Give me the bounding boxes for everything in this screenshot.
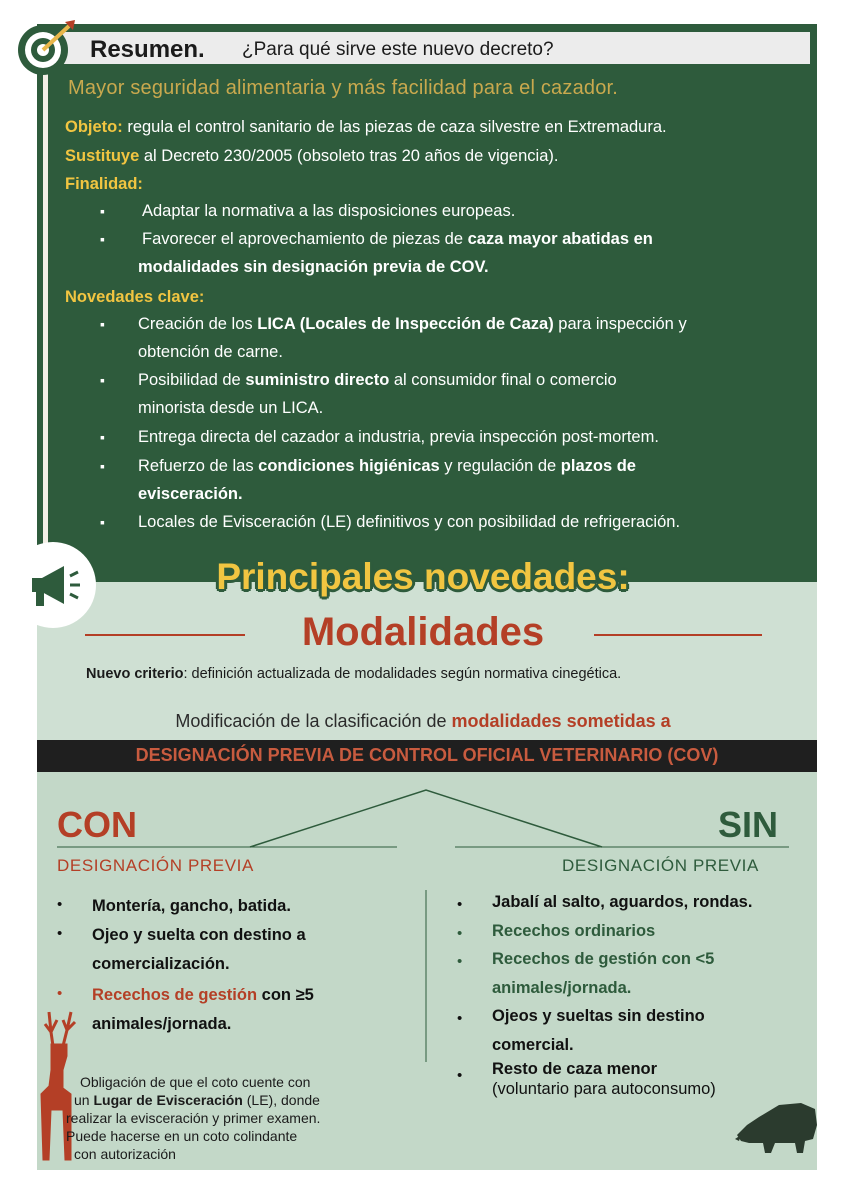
bullet: ▪ <box>100 231 105 247</box>
modification-line: Modificación de la clasificación de modalidades sometidas a <box>175 711 671 731</box>
novedad-item-3: Entrega directa del cazador a industria, previa inspección post-mortem. <box>138 428 659 446</box>
section-subtitle: Modalidades <box>301 610 545 654</box>
section-title: Principales novedades: <box>216 556 630 597</box>
bullet: ▪ <box>100 203 105 219</box>
nuevo-criterio: Nuevo criterio: definición actualizada de modalidades según normativa cinegética. <box>86 666 622 682</box>
bullet: ▪ <box>100 458 105 474</box>
sin-item-2: Recechos ordinarios <box>492 922 656 940</box>
con-item-3: Recechos de gestión con ≥5 animales/jornada. <box>92 986 314 1033</box>
bullet: • <box>57 896 63 913</box>
bullet: • <box>457 1010 463 1027</box>
sin-heading: SIN <box>718 804 779 845</box>
novedad-item-4: Refuerzo de las condiciones higiénicas y regulación de plazos de evisceración. <box>138 457 636 503</box>
summary-title: Resumen. <box>90 36 205 63</box>
bullet: • <box>57 925 63 942</box>
panel-rail <box>43 58 48 563</box>
cov-bar-text: DESIGNACIÓN PREVIA DE CONTROL OFICIAL VETERINARIO (COV) <box>135 745 719 765</box>
bullet: ▪ <box>100 372 105 388</box>
objeto-line: Objeto: regula el control sanitario de las piezas de caza silvestre en Extremadura. <box>65 118 667 136</box>
bullet: • <box>457 1067 463 1084</box>
sin-item-4: Ojeos y sueltas sin destino comercial. <box>492 1007 705 1054</box>
bullet: • <box>57 985 63 1002</box>
con-heading: CON <box>57 804 137 845</box>
le-obligation-note: Obligación de que el coto cuente con un Lugar de Evisceración (LE), donde realizar la evisceración y primer examen. Puede hacerse en un coto colindante con autorización <box>66 1074 321 1162</box>
finalidad-item-1: Adaptar la normativa a las disposiciones europeas. <box>142 202 516 220</box>
cov-bar <box>37 740 817 772</box>
finalidad-heading: Finalidad: <box>65 175 143 193</box>
sin-item-3: Recechos de gestión con <5 animales/jornada. <box>492 950 715 997</box>
bullet: • <box>457 896 463 913</box>
con-item-2: Ojeo y suelta con destino a comercialización. <box>92 926 306 973</box>
target-arrow-icon <box>17 20 75 78</box>
bullet: ▪ <box>100 514 105 530</box>
title-rule-right <box>594 634 762 636</box>
boar-icon <box>735 1095 817 1155</box>
novedades-heading: Novedades clave: <box>65 288 205 306</box>
sin-item-5: Resto de caza menor (voluntario para autoconsumo) <box>492 1060 716 1098</box>
sin-item-1: Jabalí al salto, aguardos, rondas. <box>492 893 753 911</box>
summary-header <box>60 30 812 66</box>
summary-question: ¿Para qué sirve este nuevo decreto? <box>242 39 554 60</box>
bullet: ▪ <box>100 316 105 332</box>
summary-subtitle: Mayor seguridad alimentaria y más facilidad para el cazador. <box>68 77 619 99</box>
con-item-1: Montería, gancho, batida. <box>92 897 291 915</box>
bullet: ▪ <box>100 429 105 445</box>
novedad-item-1: Creación de los LICA (Locales de Inspección de Caza) para inspección y obtención de carne. <box>138 315 687 361</box>
finalidad-item-2: Favorecer el aprovechamiento de piezas de caza mayor abatidas en modalidades sin designación previa de COV. <box>138 230 653 276</box>
bullet: • <box>457 953 463 970</box>
novedad-item-2: Posibilidad de suministro directo al consumidor final o comercio minorista desde un LICA. <box>138 371 617 417</box>
bullet: • <box>457 925 463 942</box>
sustituye-line: Sustituye al Decreto 230/2005 (obsoleto tras 20 años de vigencia). <box>65 147 559 165</box>
novedad-item-5: Locales de Evisceración (LE) definitivos y con posibilidad de refrigeración. <box>138 513 681 531</box>
sin-subheading: DESIGNACIÓN PREVIA <box>562 856 759 875</box>
con-subheading: DESIGNACIÓN PREVIA <box>57 856 254 875</box>
